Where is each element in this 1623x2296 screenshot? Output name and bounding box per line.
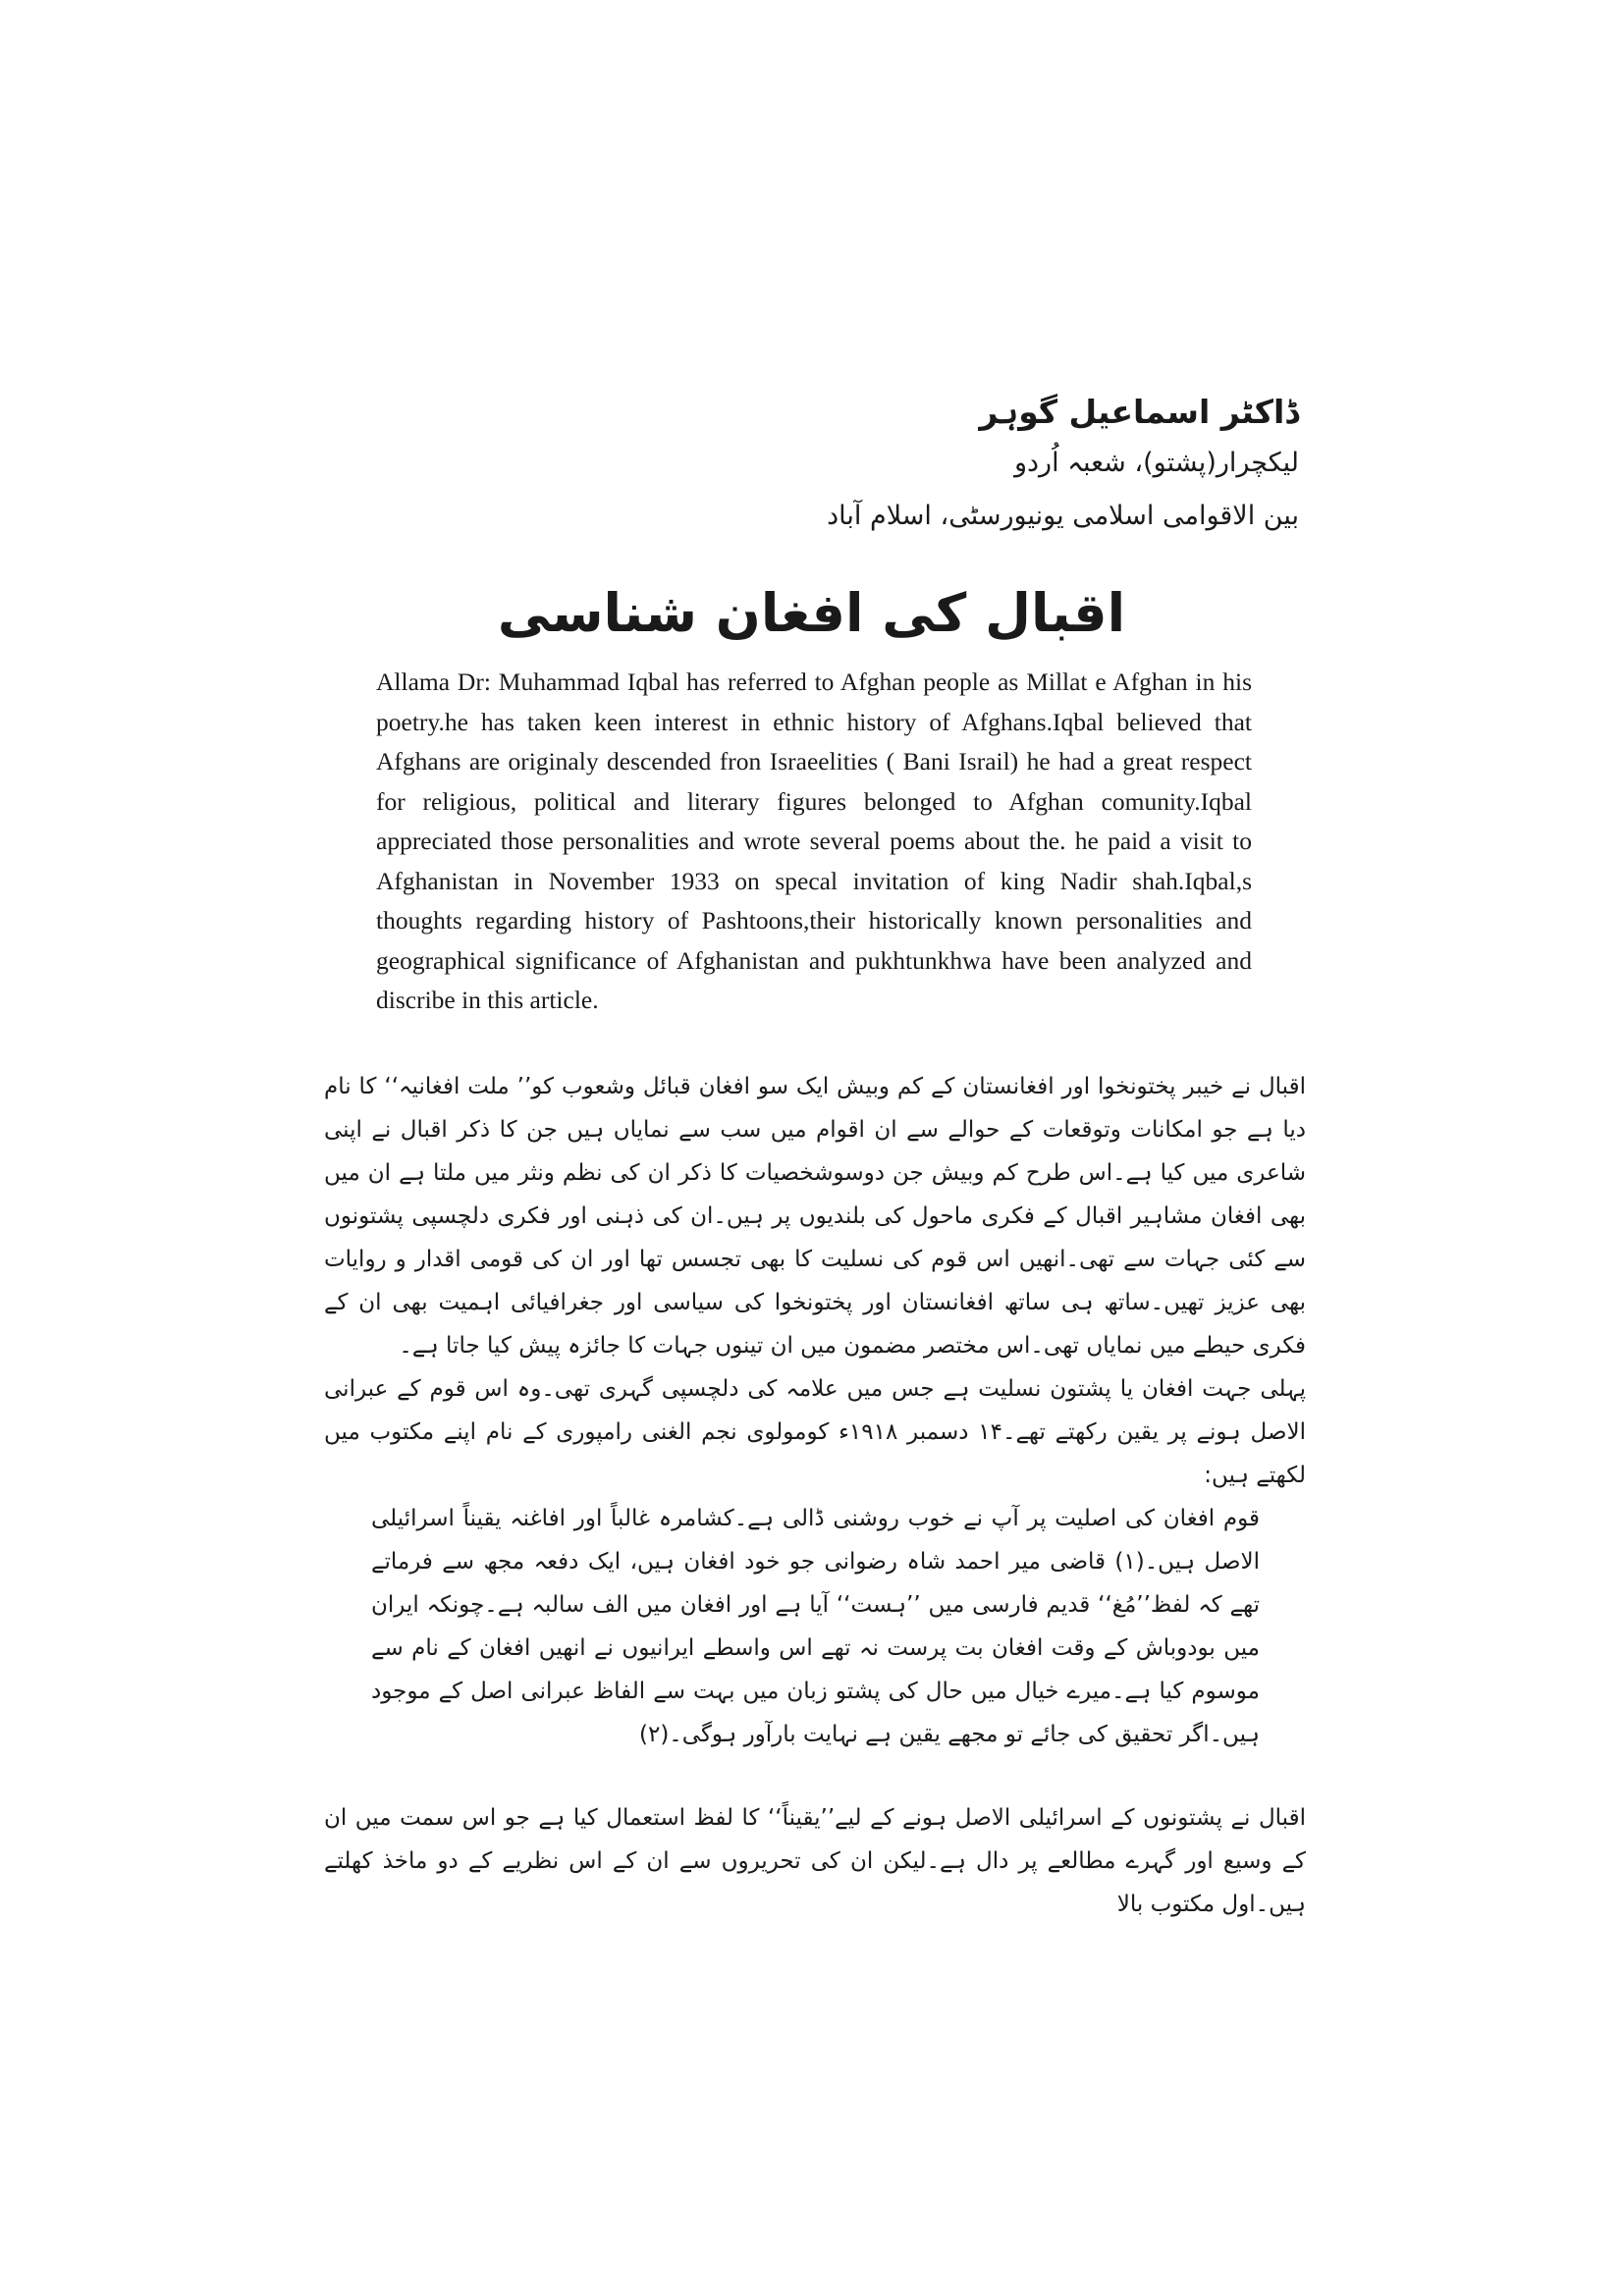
author-block <box>612 388 1299 543</box>
body-paragraph-1: اقبال نے خیبر پختونخوا اور افغانستان کے کم وبیش ایک سو افغان قبائل وشعوب کو’’ ملت افغانیہ‘‘ کا نام دیا ہے جو امکانات وتوقعات کے حوالے سے ان اقوام میں سب سے نمایاں ہیں جن کا ذکر اقبال نے اپنی شاعری میں کیا ہے۔اس طرح کم وبیش جن دوسوشخصیات کا ذکر ان کی نظم ونثر میں ملتا ہے ان میں بھی افغان مشاہیر اقبال کے فکری ماحول کی بلندیوں پر ہیں۔ان کی ذہنی اور فکری دلچسپی پشتونوں سے کئی جہات سے تھی۔انھیں اس قوم کی نسلیت کا بھی تجسس تھا اور ان کی قومی اقدار و روایات بھی عزیز تھیں۔ساتھ ہی ساتھ افغانستان اور پختونخوا کی سیاسی اور جغرافیائی اہمیت بھی ان کے فکری حیطے میں نمایاں تھی۔اس مختصر مضمون میں ان تینوں جہات کا جائزہ پیش کیا جاتا ہے۔ <box>324 1074 1306 1359</box>
body-paragraph-3: اقبال نے پشتونوں کے اسرائیلی الاصل ہونے کے لیے’’یقیناً‘‘ کا لفظ استعمال کیا ہے جو اس سمت میں ان کے وسیع اور گہرے مطالعے پر دال ہے۔لیکن ان کی تحریروں سے ان کے اس نظریے کے دو ماخذ کھلتے ہیں۔اول مکتوب بالا <box>324 1805 1306 1917</box>
author-institution: بین الاقوامی اسلامی یونیورسٹی، اسلام آباد <box>827 501 1299 531</box>
body-paragraph-2: پہلی جہت افغان یا پشتون نسلیت ہے جس میں علامہ کی دلچسپی گہری تھی۔وہ اس قوم کے عبرانی الاصل ہونے پر یقین رکھتے تھے۔۱۴ دسمبر ۱۹۱۸ء کومولوی نجم الغنی رامپوری کے نام اپنے مکتوب میں لکھتے ہیں: <box>324 1376 1306 1488</box>
english-abstract: Allama Dr: Muhammad Iqbal has referred to Afghan people as Millat e Afghan in his poetry.he has taken keen interest in ethnic history of Afghans.Iqbal believed that Afghans are originaly descended fron Israeelities ( Bani Israil) he had a great respect for religious, political and literary figures belonged to Afghan comunity.Iqbal appreciated those personalities and wrote several poems about the. he paid a visit to Afghanistan in November 1933 on specal invitation of king Nadir shah.Iqbal,s thoughts regarding history of Pashtoons,their historically known personalities and geographical significance of Afghanistan and pukhtunkhwa have been analyzed and discribe in this article. <box>376 667 1252 1014</box>
author-name: ڈاکٹر اسماعیل گوہر <box>979 393 1299 431</box>
block-quote: قوم افغان کی اصلیت پر آپ نے خوب روشنی ڈالی ہے۔کشامرہ غالباً اور افاغنہ یقیناً اسرائیلی الاصل ہیں۔(۱) قاضی میر احمد شاہ رضوانی جو خود افغان ہیں، ایک دفعہ مجھ سے فرماتے تھے کہ لفظ’’مُغ‘‘ قدیم فارسی میں ’’ہست‘‘ آیا ہے اور افغان میں الف سالبہ ہے۔چونکہ ایران میں بودوباش کے وقت افغان بت پرست نہ تھے اس واسطے ایرانیوں نے انھیں افغان کے نام سے موسوم کیا ہے۔میرے خیال میں حال کی پشتو زبان میں بہت سے الفاظ عبرانی اصل کے موجود ہیں۔اگر تحقیق کی جائے تو مجھے یقین ہے نہایت بارآور ہوگی۔(۲) <box>371 1506 1260 1747</box>
author-designation: لیکچرار(پشتو)، شعبہ اُردو <box>1013 448 1299 478</box>
article-title: اقبال کی افغان شناسی <box>497 582 1126 644</box>
